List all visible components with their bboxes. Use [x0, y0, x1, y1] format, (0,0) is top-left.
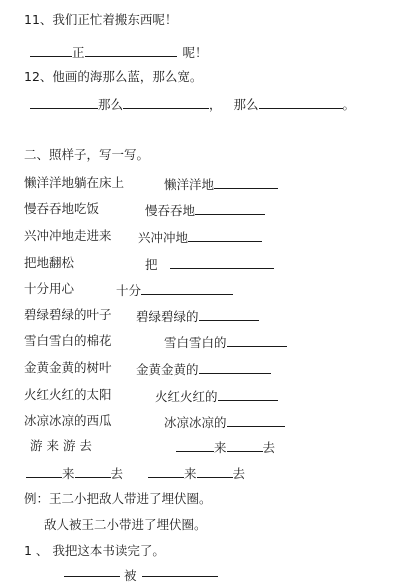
answer-blank[interactable]	[214, 177, 278, 189]
q12-word2: 那么	[233, 97, 259, 112]
prompt-word: 懒洋洋地	[164, 177, 215, 192]
answer-blank[interactable]	[30, 97, 98, 109]
passive-item-1: 1 、 我把这本书读完了。	[24, 543, 165, 558]
section-heading: 二、照样子，写一写。	[24, 147, 150, 162]
prompt-word: 慢吞吞地	[145, 203, 196, 218]
answer-blank[interactable]	[142, 576, 218, 577]
prompt-phrase	[138, 230, 262, 245]
pattern-fill	[176, 440, 275, 455]
pattern-fill	[148, 466, 245, 481]
prompt-phrase	[116, 283, 233, 298]
prompt-word: 火红火红的	[155, 389, 218, 404]
prompt-phrase	[164, 335, 287, 350]
prompt-word: 金黄金黄的	[136, 362, 199, 377]
example-phrase: 雪白雪白的棉花	[24, 333, 112, 348]
answer-blank[interactable]	[188, 230, 262, 242]
answer-blank[interactable]	[75, 466, 111, 478]
answer-blank[interactable]	[218, 389, 278, 401]
example-phrase: 金黄金黄的树叶	[24, 360, 112, 375]
answer-blank[interactable]	[199, 309, 259, 321]
q12-title: 12、他画的海那么蓝，那么宽。	[24, 69, 203, 84]
prompt-phrase	[136, 309, 259, 324]
prompt-word: 碧绿碧绿的	[136, 309, 199, 324]
prompt-phrase	[155, 389, 278, 404]
prompt-word: 兴冲冲地	[138, 230, 189, 245]
prompt-phrase	[164, 177, 278, 192]
passive-bei-word: 被	[124, 568, 137, 583]
pattern-word: 来	[214, 440, 227, 455]
example-phrase: 冰凉冰凉的西瓜	[24, 413, 112, 428]
answer-blank[interactable]	[259, 97, 343, 109]
q11-title: 11、我们正忙着搬东西呢！	[24, 12, 178, 27]
answer-blank[interactable]	[195, 203, 265, 215]
pattern-word: 去	[110, 466, 124, 481]
q12-word1: 那么	[98, 97, 124, 112]
example-phrase: 把地翻松	[24, 255, 75, 270]
pattern-example: 游 来 游 去	[30, 438, 92, 453]
answer-blank[interactable]	[123, 97, 209, 109]
prompt-phrase	[145, 257, 274, 272]
example-phrase: 碧绿碧绿的叶子	[24, 307, 112, 322]
pattern-word: 来	[184, 466, 197, 481]
passive-example-answer: 敌人被王二小带进了埋伏圈。	[44, 517, 207, 532]
example-phrase: 懒洋洋地躺在床上	[24, 175, 125, 190]
prompt-word: 冰凉冰凉的	[164, 415, 227, 430]
answer-blank[interactable]	[30, 45, 72, 57]
answer-blank[interactable]	[199, 362, 271, 374]
answer-blank[interactable]	[170, 257, 274, 269]
answer-blank[interactable]	[64, 576, 120, 577]
pattern-word: 去	[232, 466, 246, 481]
prompt-phrase	[145, 203, 265, 218]
answer-blank[interactable]	[227, 335, 287, 347]
prompt-word: 雪白雪白的	[164, 335, 227, 350]
answer-blank[interactable]	[141, 283, 233, 295]
prompt-word: 十分	[116, 283, 142, 298]
answer-blank[interactable]	[197, 466, 233, 478]
q11-fill	[30, 45, 208, 60]
prompt-word: 把	[145, 257, 158, 272]
q11-mid-word: 正	[72, 45, 85, 60]
prompt-phrase	[164, 415, 285, 430]
answer-blank[interactable]	[227, 440, 263, 452]
answer-blank[interactable]	[26, 466, 62, 478]
pattern-fill	[26, 466, 123, 481]
pattern-word: 去	[262, 440, 276, 455]
answer-blank[interactable]	[176, 440, 214, 452]
q12-sep: ，	[209, 97, 222, 112]
answer-blank[interactable]	[227, 415, 285, 427]
example-phrase: 兴冲冲地走进来	[24, 228, 112, 243]
q11-end-word: 呢！	[182, 45, 208, 60]
pattern-word: 来	[62, 466, 75, 481]
example-phrase: 十分用心	[24, 281, 75, 296]
example-phrase: 慢吞吞地吃饭	[24, 201, 100, 216]
answer-blank[interactable]	[85, 45, 177, 57]
passive-example: 例：王二小把敌人带进了埋伏圈。	[24, 491, 212, 506]
q12-fill	[30, 97, 355, 112]
example-phrase: 火红火红的太阳	[24, 387, 112, 402]
answer-blank[interactable]	[148, 466, 184, 478]
q12-end: 。	[342, 97, 356, 112]
prompt-phrase	[136, 362, 271, 377]
